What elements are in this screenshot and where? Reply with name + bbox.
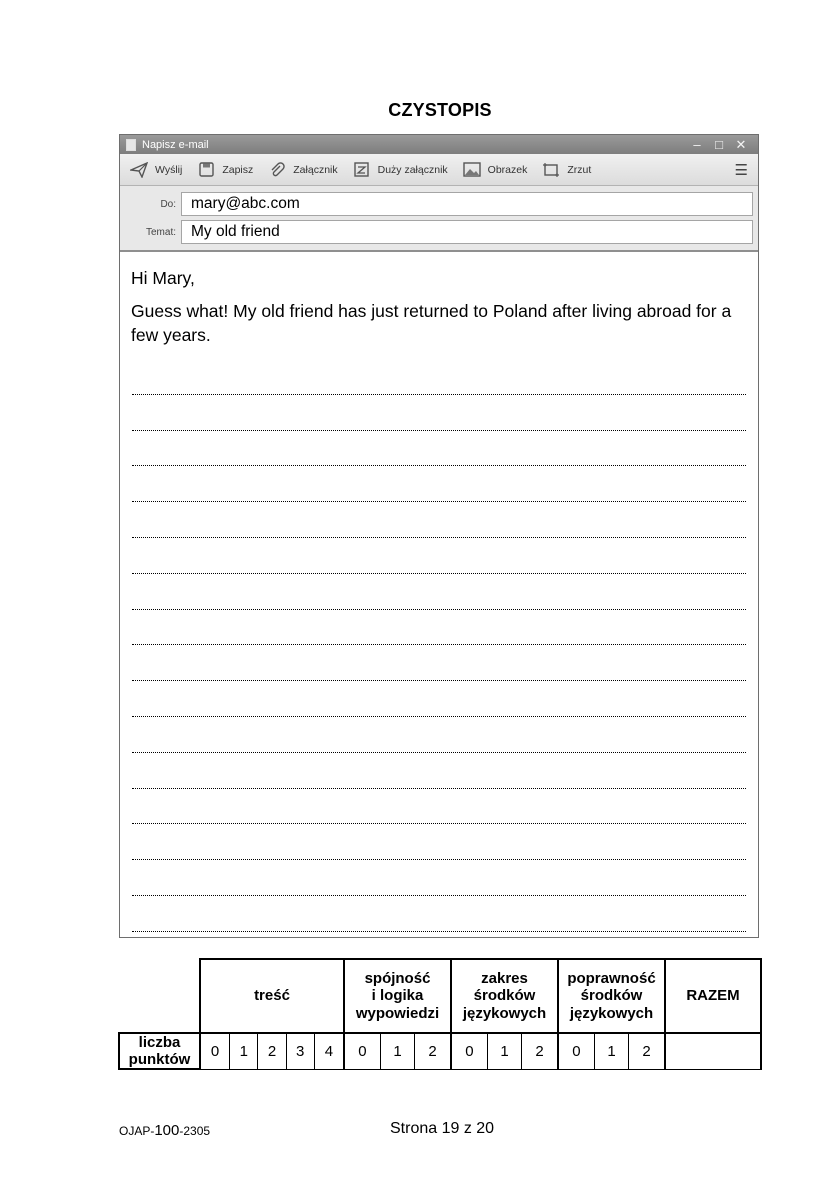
writing-line[interactable] [132,824,746,860]
image-label: Obrazek [487,163,528,176]
writing-lines[interactable] [131,359,747,932]
email-header [120,186,758,252]
to-row [120,190,758,218]
large-attachment-label: Duży załącznik [377,163,448,176]
points-cell: 2 [258,1033,286,1069]
header-coherence: spójność i logika wypowiedzi [344,959,451,1033]
menu-icon[interactable]: ☰ [734,161,748,179]
save-button[interactable] [197,162,253,178]
writing-line[interactable] [132,610,746,646]
body-text: Guess what! My old friend has just returned to Poland after living abroad for a few years. [131,301,732,345]
window-title: Napisz e-mail [142,138,209,151]
minimize-icon[interactable]: – [693,137,701,152]
points-cell: 1 [380,1033,414,1069]
to-label: Do: [160,198,176,210]
exam-code [119,1122,210,1139]
send-button[interactable] [130,162,182,178]
writing-line[interactable] [132,789,746,825]
points-cell: 1 [594,1033,628,1069]
writing-line[interactable] [132,860,746,896]
points-cell: 4 [314,1033,344,1069]
page-title: CZYSTOPIS [388,100,492,120]
attachment-label: Załącznik [293,163,338,176]
writing-line[interactable] [132,395,746,431]
attachment-button[interactable] [268,162,337,178]
subject-row [120,218,758,246]
page-number: Strona 19 z 20 [390,1120,495,1137]
image-button[interactable] [463,162,528,178]
writing-line[interactable] [132,896,746,932]
send-label: Wyślij [155,163,183,176]
window-title-bar [120,135,758,154]
points-cell: 0 [558,1033,594,1069]
points-cell: 0 [451,1033,487,1069]
screenshot-icon [542,162,560,178]
toolbar [120,154,758,186]
points-cell: 3 [286,1033,314,1069]
subject-field[interactable]: My old friend [181,220,753,244]
writing-line[interactable] [132,574,746,610]
writing-line[interactable] [132,359,746,395]
points-cell: 2 [629,1033,665,1069]
score-table [118,958,762,1070]
writing-line[interactable] [132,645,746,681]
points-cell: 0 [344,1033,380,1069]
header-total: RAZEM [665,959,761,1033]
save-label: Zapisz [222,163,254,176]
header-accuracy: poprawność środków językowych [558,959,665,1033]
email-body[interactable] [120,252,758,932]
header-content: treść [200,959,344,1033]
subject-label: Temat: [145,226,176,238]
image-icon [463,162,481,178]
large-attachment-icon [353,162,371,178]
large-attachment-button[interactable] [353,162,448,178]
points-cell: 2 [415,1033,451,1069]
save-icon [197,162,215,178]
points-cell: 1 [487,1033,521,1069]
points-cell: 2 [522,1033,558,1069]
writing-line[interactable] [132,431,746,467]
paperclip-icon [268,162,286,178]
writing-line[interactable] [132,717,746,753]
writing-line[interactable] [132,502,746,538]
code-suffix: -2305 [179,1124,211,1138]
row-label-line2: punktów [128,1051,191,1068]
close-icon[interactable]: ✕ [735,136,747,152]
writing-line[interactable] [132,466,746,502]
send-icon [130,162,148,178]
document-icon [126,139,136,151]
points-row-label [119,1033,200,1069]
code-prefix: OJAP- [119,1124,155,1138]
points-cell: 1 [230,1033,258,1069]
writing-line[interactable] [132,538,746,574]
writing-line[interactable] [132,753,746,789]
to-field[interactable]: mary@abc.com [181,192,753,216]
writing-line[interactable] [132,681,746,717]
row-label-line1: liczba [138,1034,181,1051]
screenshot-label: Zrzut [567,163,592,176]
email-compose-window [119,134,759,938]
header-range: zakres środków językowych [451,959,558,1033]
code-number: 100 [154,1122,180,1139]
points-cell: 0 [200,1033,230,1069]
maximize-icon[interactable]: □ [715,137,723,152]
greeting: Hi Mary, [131,268,195,288]
total-cell[interactable] [665,1033,761,1069]
screenshot-button[interactable] [542,162,591,178]
